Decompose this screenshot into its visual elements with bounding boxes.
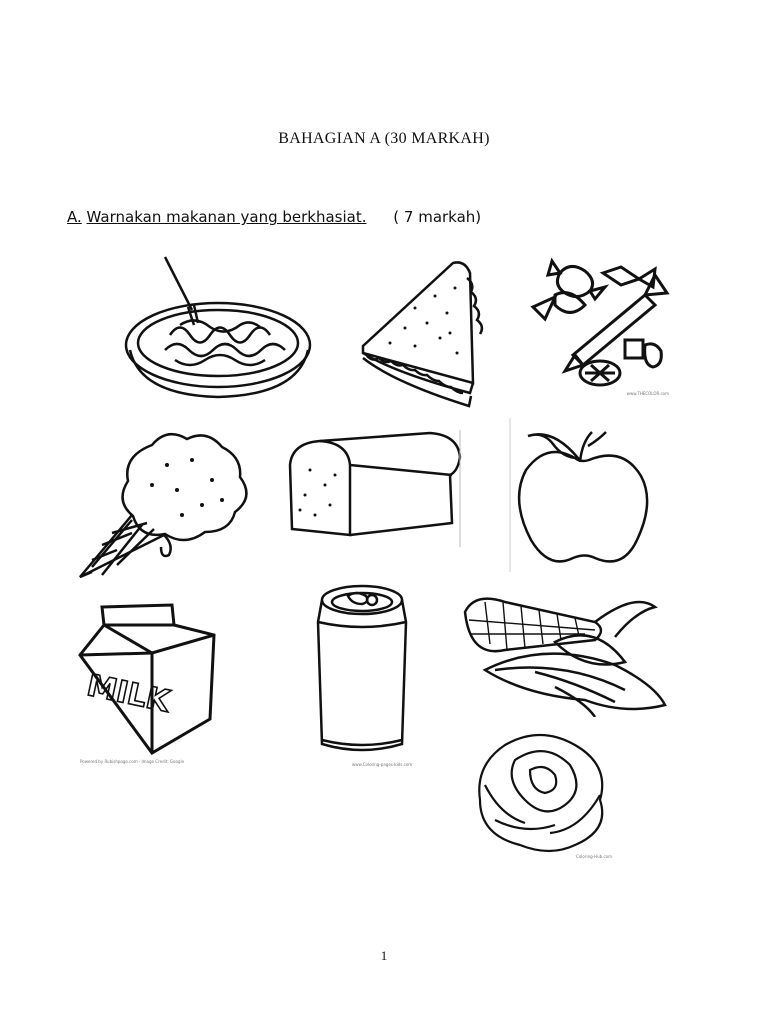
soda-can-icon xyxy=(312,582,417,767)
question-marks: ( 7 markah) xyxy=(393,208,482,226)
spaghetti-icon xyxy=(120,255,320,405)
milk-label: MILK xyxy=(83,668,173,720)
ice-cream-icon xyxy=(72,425,257,585)
milk-image-credit: Powered by Rubishpage.com · Image Credit: Google xyxy=(80,759,185,764)
soda-image-credit: www.Coloring-pages-kids.com xyxy=(352,762,413,767)
question-line xyxy=(67,208,481,226)
page-number: 1 xyxy=(380,948,388,963)
question-label: A. xyxy=(67,208,82,226)
apple-icon xyxy=(508,418,673,573)
bread-icon xyxy=(280,425,475,550)
cabbage-image-credit: Coloring-Hub.com xyxy=(576,854,612,859)
section-heading: BAHAGIAN A (30 MARKAH) xyxy=(278,130,490,147)
sandwich-icon xyxy=(355,258,485,410)
corn-icon xyxy=(455,572,675,717)
candy-icon xyxy=(525,255,675,400)
candy-image-credit: www.THECOLOR.com xyxy=(626,391,669,396)
question-instruction: Warnakan makanan yang berkhasiat. xyxy=(86,208,367,226)
milk-carton-icon xyxy=(72,595,227,770)
cabbage-icon xyxy=(465,725,620,863)
